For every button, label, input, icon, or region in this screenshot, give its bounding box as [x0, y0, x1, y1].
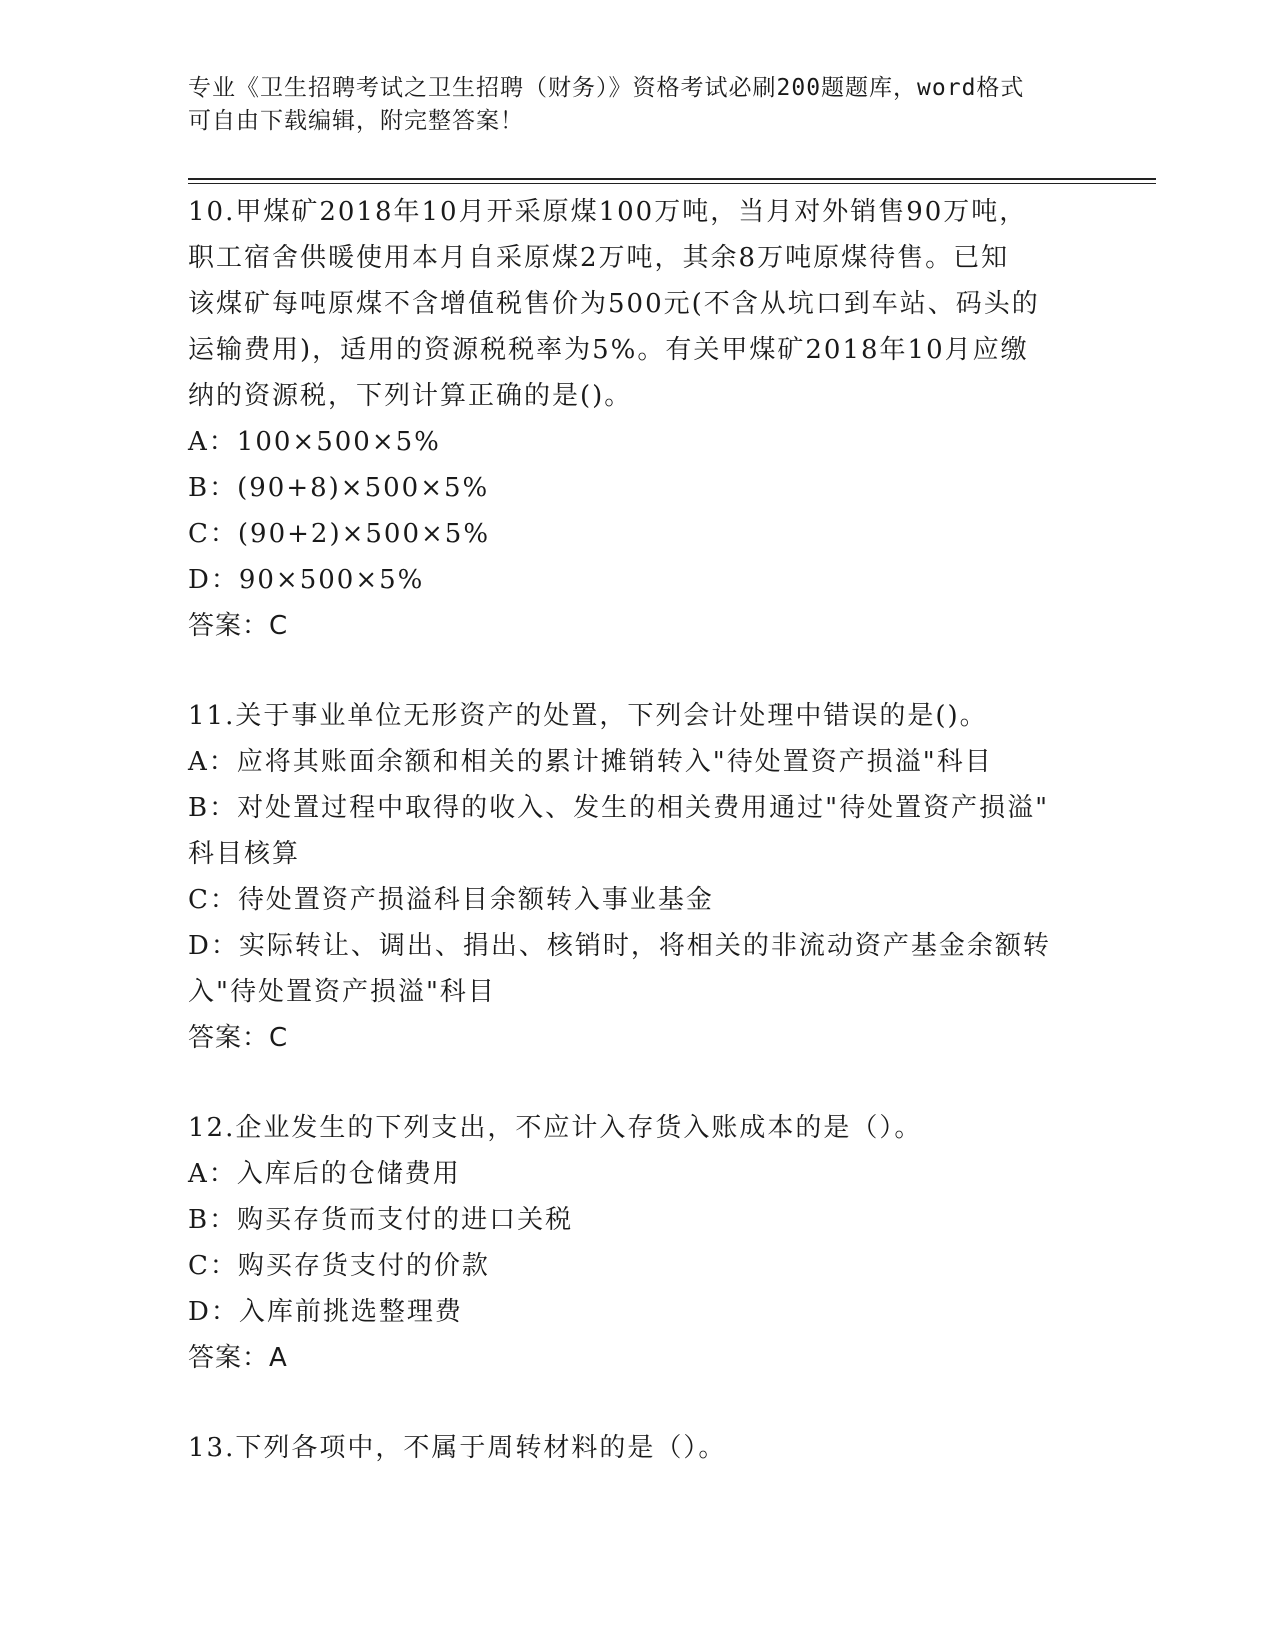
- question-list: [188, 189, 1088, 1471]
- header-line-2: 可自由下载编辑，附完整答案！: [188, 108, 524, 134]
- question-13: [188, 1425, 1088, 1471]
- option-d-continued: 入"待处置资产损溢"科目: [188, 977, 496, 1007]
- answer-line: 答案：C: [188, 611, 289, 641]
- question-stem-line: 13.下列各项中，不属于周转材料的是（）。: [188, 1433, 727, 1463]
- option-c: C：待处置资产损溢科目余额转入事业基金: [188, 885, 714, 915]
- option-b: B：购买存货而支付的进口关税: [188, 1205, 574, 1235]
- header-line-1: 专业《卫生招聘考试之卫生招聘（财务）》资格考试必刷200题题库，word格式: [188, 75, 1025, 101]
- option-a: A：100×500×5%: [188, 427, 441, 457]
- question-11: [188, 693, 1088, 1061]
- question-10: [188, 189, 1088, 649]
- option-b-continued: 科目核算: [188, 839, 301, 869]
- question-spacer: [188, 1061, 1088, 1105]
- option-b: B：对处置过程中取得的收入、发生的相关费用通过"待处置资产损溢": [188, 793, 1050, 823]
- document-header: [188, 72, 1088, 138]
- question-spacer: [188, 649, 1088, 693]
- question-stem-line: 该煤矿每吨原煤不含增值税售价为500元(不含从坑口到车站、码头的: [188, 289, 1040, 319]
- question-stem-line: 12.企业发生的下列支出，不应计入存货入账成本的是（）。: [188, 1113, 923, 1143]
- answer-line: 答案：A: [188, 1343, 288, 1373]
- question-spacer: [188, 1381, 1088, 1425]
- option-d: D：实际转让、调出、捐出、核销时，将相关的非流动资产基金余额转: [188, 931, 1051, 961]
- answer-line: 答案：C: [188, 1023, 289, 1053]
- option-c: C：(90+2)×500×5%: [188, 519, 491, 549]
- header-divider-thick: [188, 178, 1156, 180]
- question-stem-line: 10.甲煤矿2018年10月开采原煤100万吨，当月对外销售90万吨，: [188, 197, 1028, 227]
- option-d: D：入库前挑选整理费: [188, 1297, 463, 1327]
- question-12: [188, 1105, 1088, 1381]
- option-a: A：入库后的仓储费用: [188, 1159, 461, 1189]
- question-stem-line: 11.关于事业单位无形资产的处置，下列会计处理中错误的是()。: [188, 701, 988, 731]
- option-b: B：(90+8)×500×5%: [188, 473, 490, 503]
- header-divider-thin: [188, 183, 1156, 184]
- question-stem-line: 纳的资源税，下列计算正确的是()。: [188, 381, 633, 411]
- question-stem-line: 运输费用)，适用的资源税税率为5%。有关甲煤矿2018年10月应缴: [188, 335, 1029, 365]
- option-c: C：购买存货支付的价款: [188, 1251, 490, 1281]
- question-stem-line: 职工宿舍供暖使用本月自采原煤2万吨，其余8万吨原煤待售。已知: [188, 243, 1010, 273]
- option-d: D：90×500×5%: [188, 565, 425, 595]
- option-a: A：应将其账面余额和相关的累计摊销转入"待处置资产损溢"科目: [188, 747, 993, 777]
